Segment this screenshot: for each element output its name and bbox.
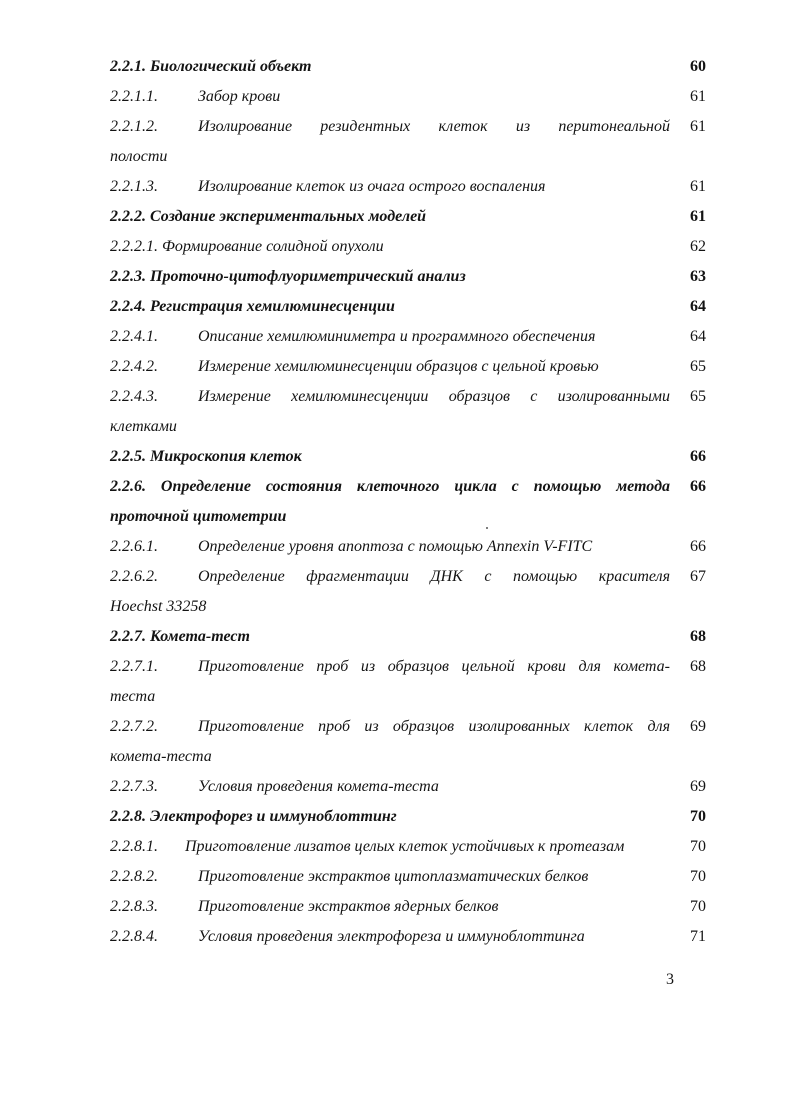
toc-entry-continuation: [110, 592, 710, 622]
page-number: 3: [666, 971, 674, 988]
entry-page: 68: [690, 628, 706, 645]
entry-number: 2.2.3.: [110, 268, 146, 285]
entry-page: 67: [690, 568, 706, 585]
toc-entry-2-2-8-3: [110, 892, 710, 922]
entry-title-continuation: клетками: [110, 418, 177, 435]
entry-page: 64: [690, 298, 706, 315]
entry-page: 70: [690, 808, 706, 825]
entry-title: Измерение хемилюминесценции образцов с изолированными: [198, 388, 670, 405]
entry-number: 2.2.8.3.: [110, 898, 158, 915]
entry-page: 70: [690, 868, 706, 885]
entry-page: 64: [690, 328, 706, 345]
toc-entry-2-2-1: [110, 52, 710, 82]
toc-entry-continuation: [110, 682, 710, 712]
entry-title: Электрофорез и иммуноблоттинг: [150, 808, 397, 825]
entry-number: 2.2.7.1.: [110, 658, 158, 675]
entry-title: Условия проведения комета-теста: [198, 778, 439, 795]
entry-number: 2.2.8.1.: [110, 838, 158, 855]
entry-number: 2.2.8.2.: [110, 868, 158, 885]
toc-entry-2-2-7-1: [110, 652, 710, 682]
entry-page: 66: [690, 448, 706, 465]
entry-page: 61: [690, 88, 706, 105]
entry-number: 2.2.6.: [110, 478, 146, 495]
entry-number: 2.2.8.4.: [110, 928, 158, 945]
entry-number: 2.2.7.2.: [110, 718, 158, 735]
toc-entry-2-2-1-1: [110, 82, 710, 112]
entry-page: 60: [690, 58, 706, 75]
entry-title: Определение уровня апоптоза с помощью Annexin V-FITC: [198, 538, 593, 555]
toc-entry-2-2-8-1: [110, 832, 710, 862]
toc-entry-2-2-8-2: [110, 862, 710, 892]
entry-title: Регистрация хемилюминесценции: [150, 298, 395, 315]
entry-title: Измерение хемилюминесценции образцов с цельной кровью: [198, 358, 599, 375]
entry-title-continuation: теста: [110, 688, 156, 705]
entry-page: 68: [690, 658, 706, 675]
entry-title-continuation: комета-теста: [110, 748, 212, 765]
entry-title: Формирование солидной опухоли: [162, 238, 384, 255]
entry-page: 65: [690, 388, 706, 405]
entry-page: 66: [690, 538, 706, 555]
entry-title: Комета-тест: [150, 628, 250, 645]
toc-entry-continuation: [110, 742, 710, 772]
scan-speck: [486, 527, 488, 529]
entry-number: 2.2.2.1.: [110, 238, 158, 255]
toc-entry-continuation: [110, 142, 710, 172]
toc-entry-continuation: [110, 412, 710, 442]
entry-number: 2.2.1.2.: [110, 118, 158, 135]
entry-number: 2.2.4.1.: [110, 328, 158, 345]
entry-number: 2.2.8.: [110, 808, 146, 825]
entry-page: 61: [690, 178, 706, 195]
entry-page: 66: [690, 478, 706, 495]
entry-title: Описание хемилюминиметра и программного обеспечения: [198, 328, 596, 345]
toc-entry-2-2-7-2: [110, 712, 710, 742]
entry-title: Создание экспериментальных моделей: [150, 208, 427, 225]
entry-number: 2.2.7.3.: [110, 778, 158, 795]
entry-title: Приготовление проб из образцов изолированных клеток для: [198, 718, 670, 735]
entry-title: Условия проведения электрофореза и иммуноблоттинга: [198, 928, 585, 945]
entry-title: Микроскопия клеток: [150, 448, 302, 465]
toc-entry-2-2-7: [110, 622, 710, 652]
entry-page: 63: [690, 268, 706, 285]
entry-number: 2.2.6.2.: [110, 568, 158, 585]
entry-title: Приготовление экстрактов ядерных белков: [198, 898, 499, 915]
entry-title: Проточно-цитофлуориметрический анализ: [150, 268, 466, 285]
entry-number: 2.2.5.: [110, 448, 146, 465]
toc-entry-2-2-4: [110, 292, 710, 322]
toc-entry-2-2-6: [110, 472, 710, 502]
entry-title-continuation: полости: [110, 148, 168, 165]
entry-title: Определение состояния клеточного цикла с помощью метода: [160, 478, 670, 495]
entry-title: Приготовление экстрактов цитоплазматических белков: [198, 868, 589, 885]
toc-entry-continuation: [110, 502, 710, 532]
toc-entry-2-2-2: [110, 202, 710, 232]
entry-title: Приготовление лизатов целых клеток устойчивых к протеазам: [185, 838, 625, 855]
entry-page: 70: [690, 898, 706, 915]
entry-title-continuation: Hoechst 33258: [110, 598, 207, 615]
entry-title-continuation: проточной цитометрии: [110, 508, 287, 525]
table-of-contents: [110, 52, 710, 952]
toc-entry-2-2-2-1: [110, 232, 710, 262]
entry-page: 61: [690, 208, 706, 225]
toc-entry-2-2-1-3: [110, 172, 710, 202]
entry-title: Приготовление проб из образцов цельной крови для комета-: [198, 658, 670, 675]
entry-number: 2.2.4.2.: [110, 358, 158, 375]
entry-number: 2.2.1.: [110, 58, 146, 75]
toc-entry-2-2-4-2: [110, 352, 710, 382]
entry-page: 62: [690, 238, 706, 255]
toc-entry-2-2-4-1: [110, 322, 710, 352]
entry-number: 2.2.4.: [110, 298, 146, 315]
toc-entry-2-2-8: [110, 802, 710, 832]
entry-title: Изолирование клеток из очага острого воспаления: [198, 178, 546, 195]
toc-entry-2-2-4-3: [110, 382, 710, 412]
entry-number: 2.2.1.1.: [110, 88, 158, 105]
toc-entry-2-2-1-2: [110, 112, 710, 142]
entry-number: 2.2.7.: [110, 628, 146, 645]
entry-page: 70: [690, 838, 706, 855]
toc-entry-2-2-6-1: [110, 532, 710, 562]
entry-page: 69: [690, 718, 706, 735]
entry-title: Биологический объект: [150, 58, 312, 75]
entry-page: 65: [690, 358, 706, 375]
entry-page: 61: [690, 118, 706, 135]
entry-number: 2.2.4.3.: [110, 388, 158, 405]
entry-title: Забор крови: [198, 88, 281, 105]
toc-entry-2-2-3: [110, 262, 710, 292]
toc-entry-2-2-6-2: [110, 562, 710, 592]
entry-page: 69: [690, 778, 706, 795]
entry-title: Определение фрагментации ДНК с помощью красителя: [198, 568, 670, 585]
entry-page: 71: [690, 928, 706, 945]
entry-number: 2.2.2.: [110, 208, 146, 225]
entry-number: 2.2.1.3.: [110, 178, 158, 195]
toc-entry-2-2-8-4: [110, 922, 710, 952]
toc-entry-2-2-7-3: [110, 772, 710, 802]
toc-entry-2-2-5: [110, 442, 710, 472]
entry-number: 2.2.6.1.: [110, 538, 158, 555]
entry-title: Изолирование резидентных клеток из перитонеальной: [198, 118, 670, 135]
